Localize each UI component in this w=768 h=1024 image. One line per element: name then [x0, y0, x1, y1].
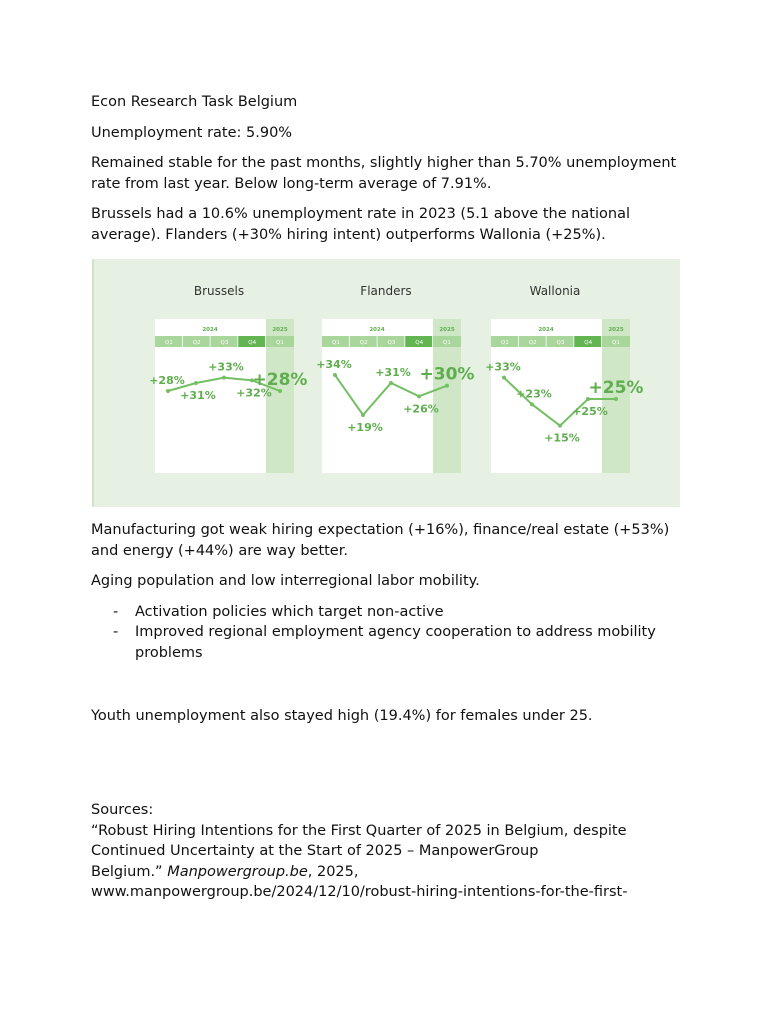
data-label: +33% [485, 360, 521, 374]
data-point [194, 381, 198, 385]
year-label: 2025 [439, 327, 455, 333]
quarter-label: Q1 [501, 340, 509, 346]
document-body [91, 92, 691, 255]
year-label: 2024 [202, 327, 218, 333]
data-point [166, 389, 170, 393]
data-point [389, 381, 393, 385]
bullet-marker: - [113, 603, 119, 620]
quarter-label: Q2 [192, 340, 201, 346]
quarter-label: Q3 [220, 340, 229, 346]
data-point [361, 413, 365, 417]
data-label: +15% [544, 431, 580, 445]
year-label: 2024 [538, 327, 554, 333]
quarter-label: Q1 [332, 340, 340, 346]
data-label: +34% [316, 358, 352, 371]
manufacturing-paragraph: Manufacturing got weak hiring expectation (+16%), finance/real estate (+53%) and energy (+44%) are way better. [91, 522, 670, 559]
data-point [502, 376, 506, 380]
brussels-paragraph: Brussels had a 10.6% unemployment rate in 2023 (5.1 above the national average). Flanders (+30% hiring intent) outperforms Wallonia (+25%). [91, 206, 630, 243]
data-label: +31% [180, 389, 216, 402]
sources-section [91, 800, 711, 903]
hiring-intent-chart [94, 259, 680, 507]
quarter-label: Q3 [387, 340, 396, 346]
list-item [91, 602, 691, 623]
data-label: +26% [403, 402, 439, 416]
highlight-value-label: +25% [588, 378, 644, 398]
list-item-text: Activation policies which target non-active [135, 603, 444, 620]
quarter-label: Q4 [415, 340, 424, 346]
data-label: +28% [149, 374, 185, 387]
data-point [222, 376, 226, 380]
data-label: +25% [572, 405, 608, 418]
data-point [417, 394, 421, 398]
panel-title: Wallonia [529, 284, 581, 298]
quarter-label: Q4 [584, 340, 593, 346]
list-item [91, 622, 691, 663]
data-label: +31% [375, 366, 411, 379]
aging-paragraph: Aging population and low interregional labor mobility. [91, 573, 480, 589]
data-label: +19% [347, 421, 383, 434]
list-item-text: Improved regional employment agency cooperation to address mobility problems [135, 624, 656, 661]
data-label: +23% [516, 387, 552, 401]
quarter-label: Q2 [528, 340, 537, 346]
data-point [530, 402, 534, 406]
year-label: 2025 [608, 327, 624, 333]
data-label: +32% [236, 386, 272, 400]
source-site-name: Manpowergroup.be [167, 863, 308, 880]
panel-title: Flanders [360, 284, 412, 298]
year-label: 2025 [272, 327, 288, 333]
highlight-value-label: +28% [252, 370, 308, 390]
youth-paragraph: Youth unemployment also stayed high (19.4%) for females under 25. [91, 708, 593, 724]
data-label: +33% [208, 360, 244, 374]
document-body-continued [91, 520, 691, 663]
data-point [558, 424, 562, 428]
source-text: Belgium.” [91, 863, 168, 880]
quarter-label: Q2 [359, 340, 368, 346]
stable-paragraph: Remained stable for the past months, slightly higher than 5.70% unemployment rate from last year. Below long-term average of 7.91%. [91, 155, 677, 192]
unemployment-rate-text: Unemployment rate: 5.90% [91, 124, 293, 141]
quarter-label: Q1 [276, 340, 284, 346]
sources-label: Sources: [91, 802, 154, 818]
bullet-marker: - [113, 624, 119, 640]
source-line: “Robust Hiring Intentions for the First Quarter of 2025 in Belgium, despite [91, 822, 627, 839]
doc-title: Econ Research Task Belgium [91, 94, 298, 110]
source-line: Continued Uncertainty at the Start of 2025 – ManpowerGroup [91, 843, 539, 859]
data-point [333, 373, 337, 377]
hiring-intent-figure [92, 259, 680, 507]
quarter-label: Q1 [443, 340, 451, 346]
quarter-label: Q1 [612, 340, 620, 346]
quarter-label: Q1 [165, 340, 173, 346]
panel-title: Brussels [193, 284, 245, 298]
source-line [91, 862, 711, 883]
year-label: 2024 [369, 327, 385, 333]
quarter-label: Q4 [248, 340, 257, 346]
quarter-label: Q3 [556, 340, 565, 346]
source-url[interactable]: www.manpowergroup.be/2024/12/10/robust-hiring-intentions-for-the-first- [91, 884, 628, 900]
source-text: , 2025, [307, 863, 359, 880]
highlight-value-label: +30% [419, 364, 475, 385]
policy-list [91, 602, 691, 664]
